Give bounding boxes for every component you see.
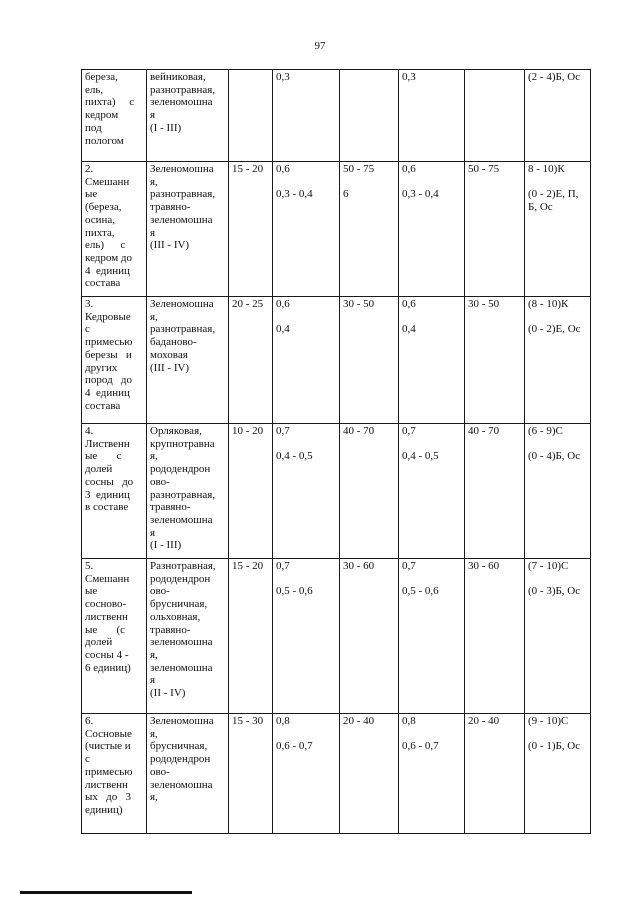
cell-line: (III - IV) [150, 361, 190, 374]
cell-line: 15 - 30 [232, 715, 264, 727]
cell-line [528, 311, 587, 324]
cell-line: березы и [85, 348, 132, 361]
percent-a-cell [340, 162, 399, 297]
cell-line: лиственн [85, 610, 128, 623]
cell-line: я [150, 526, 156, 539]
cell-line [528, 438, 587, 451]
density-a-cell [273, 559, 340, 714]
cell-line: 4 единиц [85, 264, 130, 277]
cell-line: 0,3 - 0,4 [276, 188, 313, 201]
cell-line: (чистые и [85, 740, 131, 753]
density-b-cell [399, 559, 465, 714]
cell-line: 0,3 [276, 71, 290, 83]
cell-line: (0 - 2)Е, Ос [528, 323, 581, 336]
cell-line [276, 573, 336, 586]
density-b-cell [399, 424, 465, 559]
cell-line [468, 71, 521, 84]
composition-cell [525, 297, 591, 424]
cell-line: я, [150, 791, 158, 804]
cell-line: под [85, 121, 102, 134]
cell-line: (2 - 4)Б, Ос [528, 71, 581, 83]
grass-type-cell [147, 297, 229, 424]
cell-line: зеленомошна [150, 513, 213, 526]
cell-line: 0,7 [276, 425, 290, 437]
density-a-cell [273, 424, 340, 559]
cell-line: с [85, 323, 90, 336]
cell-line: 0,7 [276, 560, 290, 572]
cell-line: пихта, [85, 226, 115, 239]
percent-a-cell [340, 424, 399, 559]
table-row [82, 424, 591, 559]
cell-line: Кедровые [85, 310, 131, 323]
cell-line: брусничная, [150, 598, 208, 611]
cell-line: 6 [343, 188, 349, 201]
cell-line [402, 438, 461, 451]
cell-line: осина, [85, 213, 116, 226]
age-cell [229, 559, 273, 714]
cell-line: 6. [85, 715, 94, 727]
composition-cell [525, 70, 591, 162]
density-a-cell [273, 297, 340, 424]
table-row [82, 162, 591, 297]
percent-a-cell [340, 714, 399, 834]
cell-line [232, 71, 269, 84]
age-cell [229, 70, 273, 162]
cell-line: ово- [150, 475, 170, 488]
cell-line: состава [85, 277, 121, 290]
forest-type-cell [82, 70, 147, 162]
cell-line: 0,3 - 0,4 [402, 188, 439, 201]
cell-line: я, [150, 450, 158, 463]
cell-line: рододендрон [150, 463, 211, 476]
cell-line: ель, [85, 83, 104, 96]
cell-line: травяно- [150, 501, 191, 514]
composition-cell [525, 714, 591, 834]
cell-line: (0 - 3)Б, Ос [528, 585, 581, 598]
cell-line: (I - III) [150, 121, 182, 134]
cell-line [402, 311, 461, 324]
percent-b-cell [465, 70, 525, 162]
cell-line: травяно- [150, 623, 191, 636]
cell-line: 0,4 - 0,5 [276, 450, 313, 463]
percent-a-cell [340, 559, 399, 714]
forest-type-cell [82, 297, 147, 424]
cell-line: разнотравная, [150, 323, 216, 336]
density-b-cell [399, 297, 465, 424]
density-a-cell [273, 714, 340, 834]
cell-line: Лиственн [85, 437, 130, 450]
cell-line: 0,4 [402, 323, 416, 336]
cell-line: 0,6 - 0,7 [402, 740, 439, 753]
cell-line: брусничная, [150, 740, 208, 753]
cell-line [528, 176, 587, 189]
cell-line: я [150, 226, 156, 239]
cell-line: 0,6 [402, 163, 416, 175]
table-row [82, 714, 591, 834]
cell-line: ые с [85, 450, 122, 463]
grass-type-cell [147, 70, 229, 162]
composition-cell [525, 424, 591, 559]
table-body [82, 70, 591, 834]
cell-line: 3. [85, 298, 94, 310]
cell-line: пихта) с [85, 96, 135, 109]
cell-line: 10 - 20 [232, 425, 264, 437]
cell-line: 0,7 [402, 425, 416, 437]
forest-type-cell [82, 162, 147, 297]
cell-line: 6 единиц) [85, 661, 131, 674]
grass-type-cell [147, 424, 229, 559]
cell-line [276, 728, 336, 741]
cell-line: зеленомошна [150, 213, 213, 226]
cell-line [343, 176, 395, 189]
cell-line: я, [150, 310, 158, 323]
percent-b-cell [465, 714, 525, 834]
cell-line: пологом [85, 134, 124, 147]
cell-line [276, 311, 336, 324]
cell-line: 0,6 - 0,7 [276, 740, 313, 753]
cell-line [402, 728, 461, 741]
cell-line: я [150, 109, 156, 122]
cell-line: моховая [150, 348, 188, 361]
cell-line [402, 573, 461, 586]
cell-line: зеленомошна [150, 96, 213, 109]
cell-line [276, 438, 336, 451]
cell-line: 8 - 10)К [528, 163, 565, 175]
age-cell [229, 714, 273, 834]
percent-b-cell [465, 162, 525, 297]
cell-line: зеленомошна [150, 661, 213, 674]
cell-line: ые (с [85, 623, 126, 636]
cell-line: 50 - 75 [343, 163, 375, 175]
cell-line: сосны 4 - [85, 648, 129, 661]
cell-line: (0 - 1)Б, Ос [528, 740, 581, 753]
cell-line: 3 единиц [85, 488, 130, 501]
density-a-cell [273, 162, 340, 297]
cell-line: (береза, [85, 201, 122, 214]
cell-line: 5. [85, 560, 94, 572]
table-row [82, 559, 591, 714]
cell-line: 20 - 25 [232, 298, 264, 310]
grass-type-cell [147, 162, 229, 297]
cell-line: примесью [85, 765, 133, 778]
cell-line: Б, Ос [528, 201, 553, 214]
cell-line: ые [85, 585, 98, 598]
cell-line: 15 - 20 [232, 163, 264, 175]
cell-line: 0,8 [276, 715, 290, 727]
cell-line: 4. [85, 425, 94, 437]
age-cell [229, 424, 273, 559]
percent-b-cell [465, 424, 525, 559]
cell-line: ольховная, [150, 610, 201, 623]
cell-line: 0,3 [402, 71, 416, 83]
density-a-cell [273, 70, 340, 162]
cell-line: 20 - 40 [343, 715, 375, 727]
cell-line: пород до [85, 374, 133, 387]
grass-type-cell [147, 559, 229, 714]
age-cell [229, 162, 273, 297]
forest-type-cell [82, 559, 147, 714]
cell-line: 30 - 50 [468, 298, 500, 310]
composition-cell [525, 162, 591, 297]
cell-line: (III - IV) [150, 239, 190, 252]
density-b-cell [399, 70, 465, 162]
cell-line: ых до 3 [85, 791, 131, 804]
cell-line: долей [85, 463, 113, 476]
cell-line: (II - IV) [150, 687, 186, 700]
cell-line: Смешанн [85, 175, 130, 188]
cell-line: 15 - 20 [232, 560, 264, 572]
cell-line: сосново- [85, 598, 127, 611]
cell-line: разнотравная, [150, 488, 216, 501]
forest-type-cell [82, 424, 147, 559]
cell-line: Разнотравная, [150, 560, 216, 572]
cell-line: ово- [150, 585, 170, 598]
forest-stand-table [81, 69, 591, 834]
cell-line: береза, [85, 71, 118, 83]
cell-line: (0 - 2)Е, П, [528, 188, 579, 201]
cell-line [528, 573, 587, 586]
cell-line: долей [85, 636, 113, 649]
cell-line: рододендрон [150, 572, 211, 585]
percent-b-cell [465, 297, 525, 424]
cell-line: единиц) [85, 803, 123, 816]
cell-line: 0,4 - 0,5 [402, 450, 439, 463]
cell-line: 0,6 [402, 298, 416, 310]
cell-line: ель) с [85, 239, 126, 252]
percent-a-cell [340, 70, 399, 162]
cell-line: я, [150, 648, 158, 661]
cell-line: 30 - 60 [468, 560, 500, 572]
cell-line: ово- [150, 765, 170, 778]
cell-line: вейниковая, [150, 71, 206, 83]
cell-line: 0,7 [402, 560, 416, 572]
cell-line: я, [150, 727, 158, 740]
cell-line: Смешанн [85, 572, 130, 585]
cell-line: баданово- [150, 336, 197, 349]
table-row [82, 70, 591, 162]
cell-line: Зеленомошна [150, 715, 214, 727]
cell-line: разнотравная, [150, 83, 216, 96]
cell-line: (8 - 10)К [528, 298, 569, 310]
cell-line: ые [85, 188, 98, 201]
cell-line: 0,4 [276, 323, 290, 336]
cell-line: Сосновые [85, 727, 132, 740]
cell-line: Зеленомошна [150, 298, 214, 310]
cell-line: с [85, 753, 90, 766]
cell-line: рододендрон [150, 753, 211, 766]
percent-b-cell [465, 559, 525, 714]
cell-line: зеленомошна [150, 778, 213, 791]
density-b-cell [399, 714, 465, 834]
density-b-cell [399, 162, 465, 297]
cell-line: (I - III) [150, 539, 182, 552]
cell-line: 0,8 [402, 715, 416, 727]
cell-line: кедром [85, 109, 119, 122]
percent-a-cell [340, 297, 399, 424]
cell-line: других [85, 361, 118, 374]
cell-line: травяно- [150, 201, 191, 214]
cell-line [402, 176, 461, 189]
cell-line [528, 728, 587, 741]
cell-line: Зеленомошна [150, 163, 214, 175]
forest-type-cell [82, 714, 147, 834]
cell-line: 30 - 50 [343, 298, 375, 310]
cell-line: (9 - 10)С [528, 715, 569, 727]
cell-line: я [150, 674, 156, 687]
cell-line: (0 - 4)Б, Ос [528, 450, 581, 463]
cell-line: 40 - 70 [343, 425, 375, 437]
cell-line: я, [150, 175, 158, 188]
cell-line: 50 - 75 [468, 163, 500, 175]
cell-line: 40 - 70 [468, 425, 500, 437]
cell-line [276, 176, 336, 189]
composition-cell [525, 559, 591, 714]
page-number: 97 [314, 40, 326, 52]
cell-line: лиственн [85, 778, 128, 791]
cell-line: Орляковая, [150, 425, 202, 437]
grass-type-cell [147, 714, 229, 834]
footer-rule [20, 891, 192, 894]
cell-line: зеленомошна [150, 636, 213, 649]
cell-line: (7 - 10)С [528, 560, 569, 572]
cell-line: (6 - 9)С [528, 425, 563, 437]
cell-line [343, 71, 395, 84]
cell-line: 4 единиц [85, 386, 130, 399]
cell-line: 20 - 40 [468, 715, 500, 727]
cell-line: 0,6 [276, 298, 290, 310]
age-cell [229, 297, 273, 424]
cell-line: крупнотравна [150, 437, 215, 450]
cell-line: 0,6 [276, 163, 290, 175]
cell-line: состава [85, 399, 121, 412]
cell-line: в составе [85, 501, 129, 514]
cell-line: 0,5 - 0,6 [402, 585, 439, 598]
cell-line: примесью [85, 336, 133, 349]
cell-line: 30 - 60 [343, 560, 375, 572]
cell-line: 2. [85, 163, 94, 175]
cell-line: кедром до [85, 251, 133, 264]
table-row [82, 297, 591, 424]
cell-line: разнотравная, [150, 188, 216, 201]
cell-line: сосны до [85, 475, 134, 488]
cell-line: 0,5 - 0,6 [276, 585, 313, 598]
